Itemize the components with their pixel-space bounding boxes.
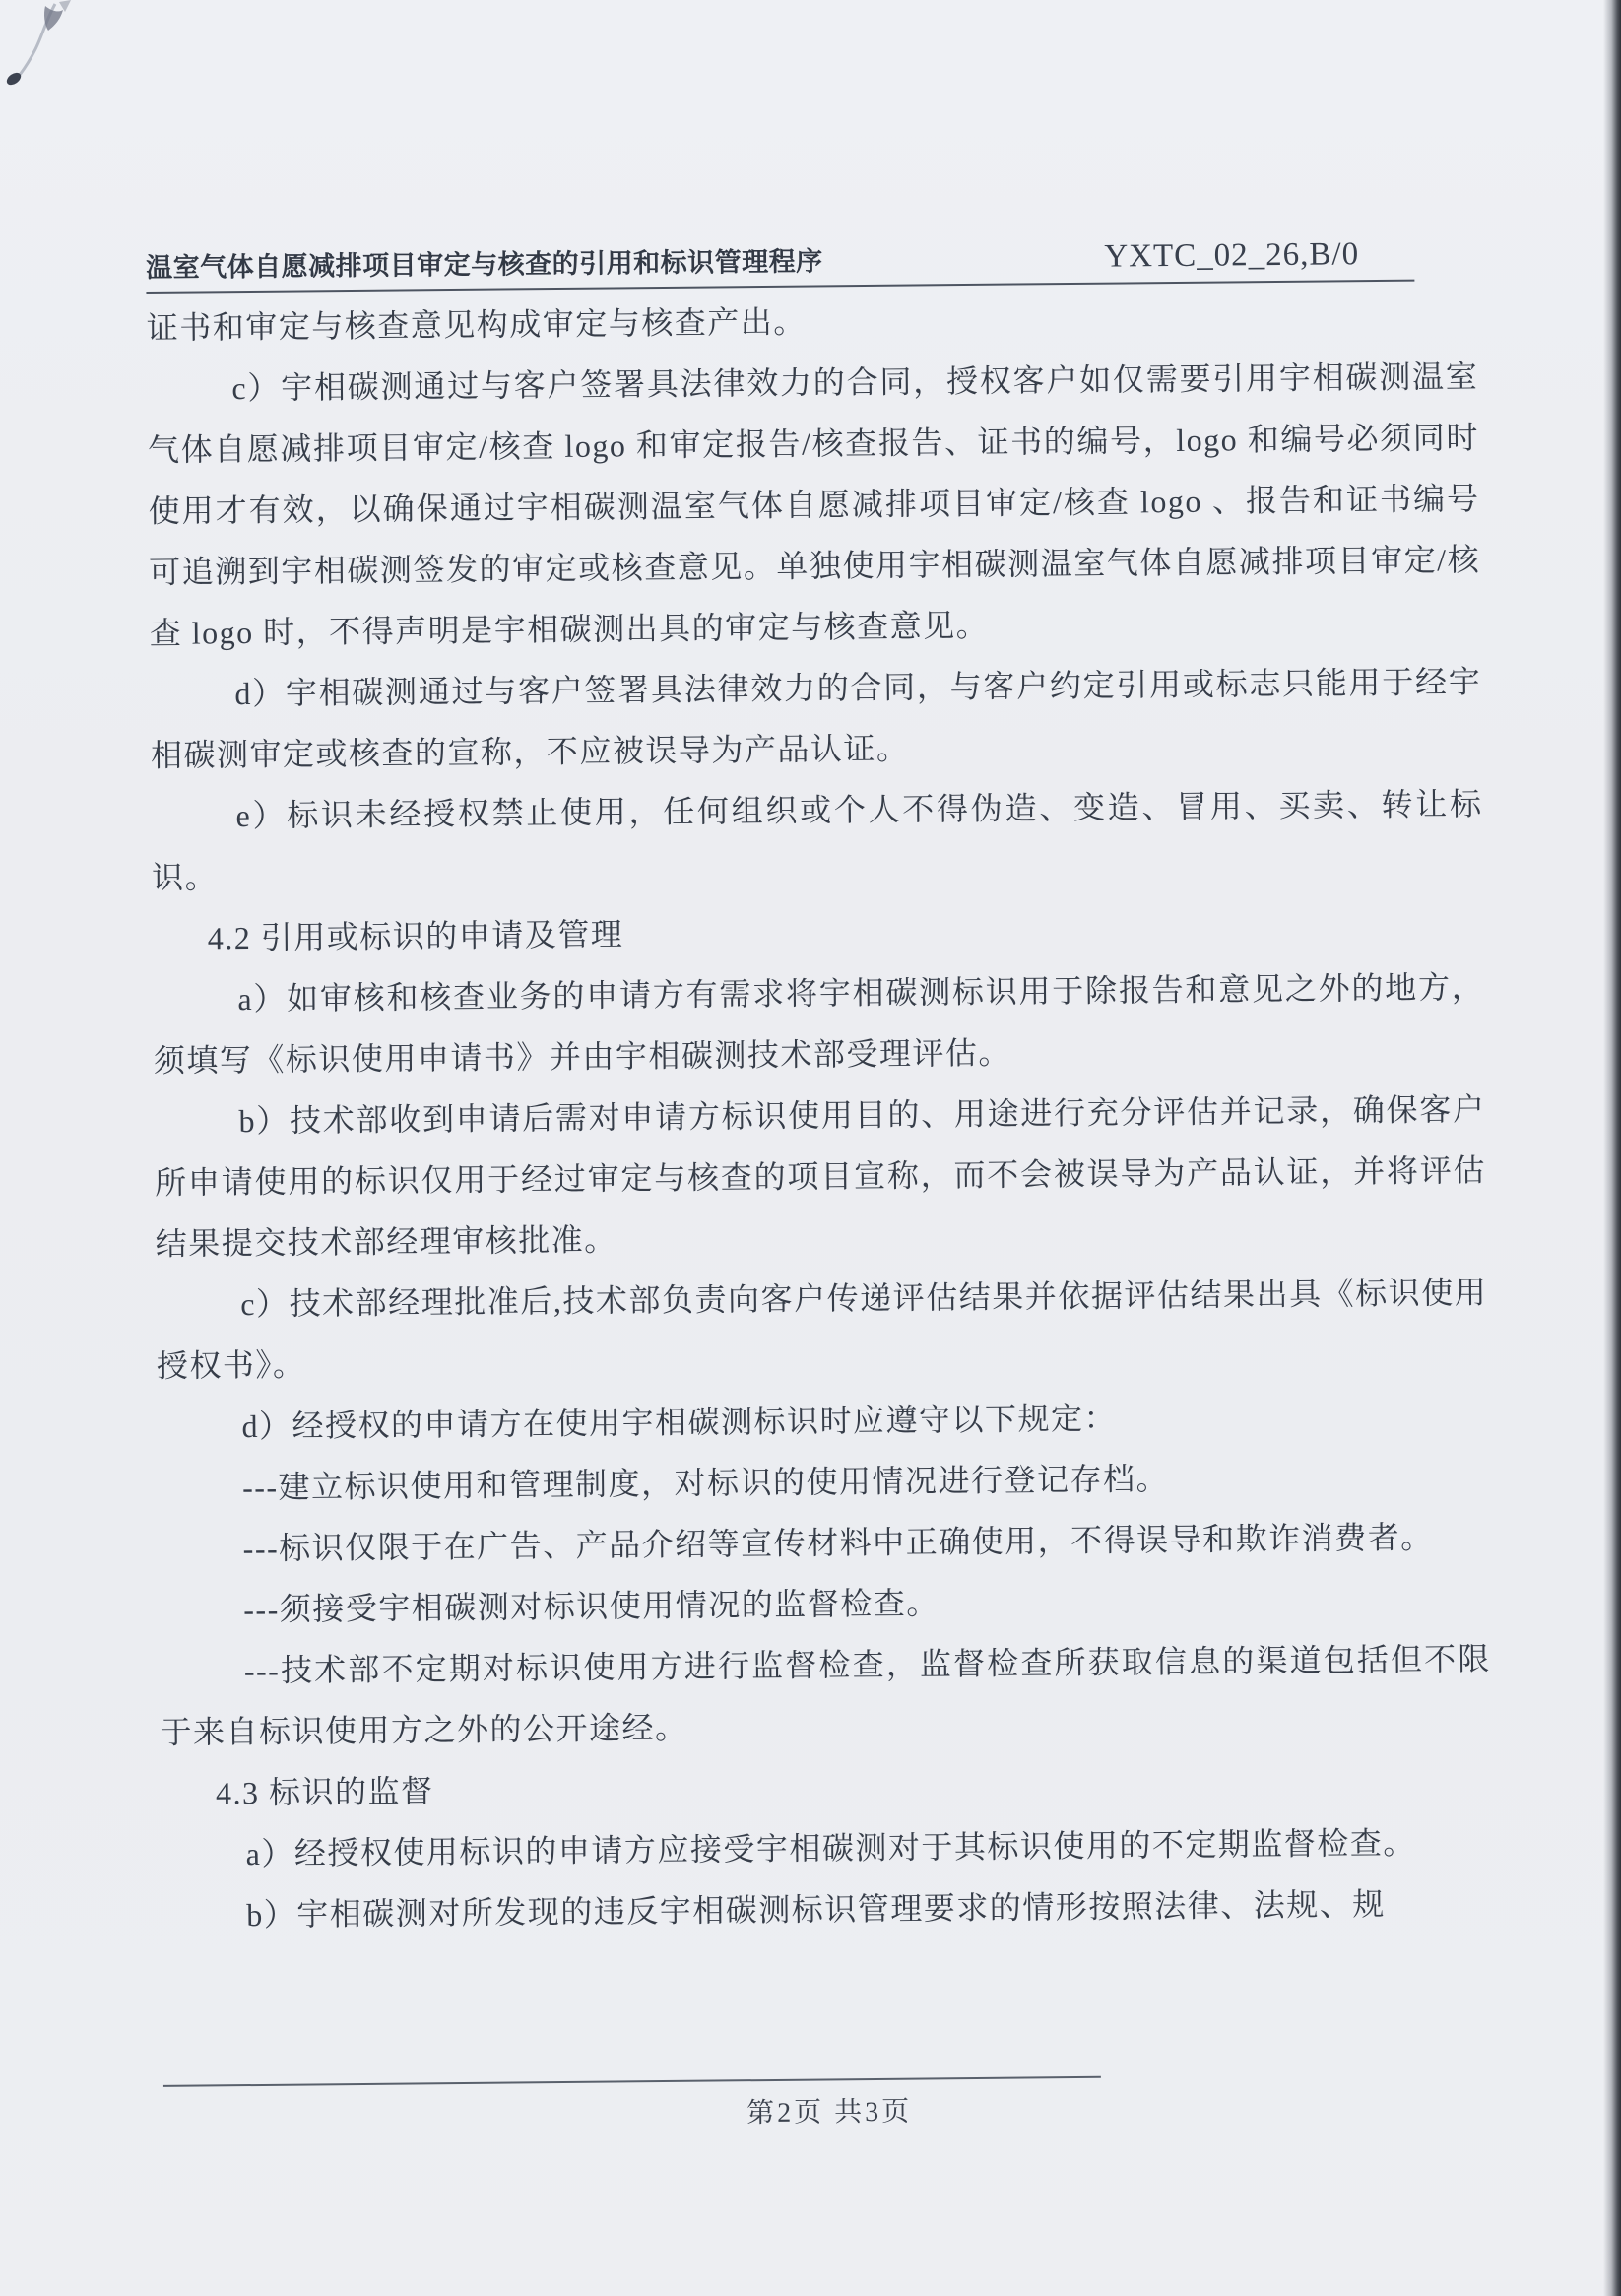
document-title: 温室气体自愿减排项目审定与核查的引用和标识管理程序 (146, 246, 823, 283)
paragraph: c）技术部经理批准后,技术部负责向客户传递评估结果并依据评估结果出具《标识使用授权书》。 (156, 1274, 1488, 1384)
paragraph: ---技术部不定期对标识使用方进行监督检查，监督检查所获取信息的渠道包括但不限于来自标识使用方之外的公开途经。 (160, 1640, 1492, 1750)
paragraph: c）宇相碳测通过与客户签署具法律效力的合同，授权客户如仅需要引用宇相碳测温室气体自愿减排项目审定/核查 logo 和审定报告/核查报告、证书的编号，logo 和编号必须同时使用才有效，以确保通过宇相碳测温室气体自愿减排项目审定/核查 logo 、报告和证书编号可追溯到宇相碳测签发的审定或核查意见。单独使用宇相碳测温室气体自愿减排项目审定/核查 logo 时，不得声明是宇相碳测出具的审定与核查意见。 (147, 359, 1481, 651)
paragraph: ---建立标识使用和管理制度，对标识的使用情况进行登记存档。 (241, 1461, 1170, 1506)
paragraph: 4.2 引用或标识的申请及管理 (207, 916, 624, 956)
paragraph: a）经授权使用标识的申请方应接受宇相碳测对于其标识使用的不定期监督检查。 (245, 1824, 1417, 1872)
page-header (146, 234, 1414, 294)
document-number: YXTC_02_26,B/0 (1104, 236, 1360, 275)
scan-edge-shadow (1603, 0, 1621, 2296)
paragraph: d）经授权的申请方在使用宇相碳测标识时应遵守以下规定： (241, 1400, 1118, 1445)
paragraph: e）标识未经授权禁止使用，任何组织或个人不得伪造、变造、冒用、买卖、转让标识。 (151, 785, 1483, 895)
paragraph: ---须接受宇相碳测对标识使用情况的监督检查。 (243, 1585, 940, 1628)
paragraph: 证书和审定与核查意见构成审定与核查产出。 (146, 303, 807, 346)
paragraph: a）如审核和核查业务的申请方有需求将宇相碳测标识用于除报告和意见之外的地方，须填写《标识使用申请书》并由宇相碳测技术部受理评估。 (153, 968, 1485, 1079)
paragraph: ---标识仅限于在广告、产品介绍等宣传材料中正确使用，不得误导和欺诈消费者。 (242, 1519, 1434, 1567)
paragraph: d）宇相碳测通过与客户签署具法律效力的合同，与客户约定引用或标志只能用于经宇相碳测审定或核查的宣称，不应被误导为产品认证。 (150, 664, 1482, 773)
paragraph: 4.3 标识的监督 (215, 1773, 434, 1811)
scan-artifact-mark (0, 0, 89, 118)
document-body (146, 285, 1494, 2085)
paragraph: b）宇相碳测对所发现的违反宇相碳测标识管理要求的情形按照法律、法规、规 (246, 1885, 1386, 1934)
document-content (146, 233, 1495, 2136)
paragraph: b）技术部收到申请后需对申请方标识使用目的、用途进行充分评估并记录，确保客户所申请使用的标识仅用于经过审定与核查的项目宣称，而不会被误导为产品认证，并将评估结果提交技术部经理审核批准。 (154, 1090, 1487, 1262)
page-number: 第2页 共3页 (746, 2096, 913, 2130)
